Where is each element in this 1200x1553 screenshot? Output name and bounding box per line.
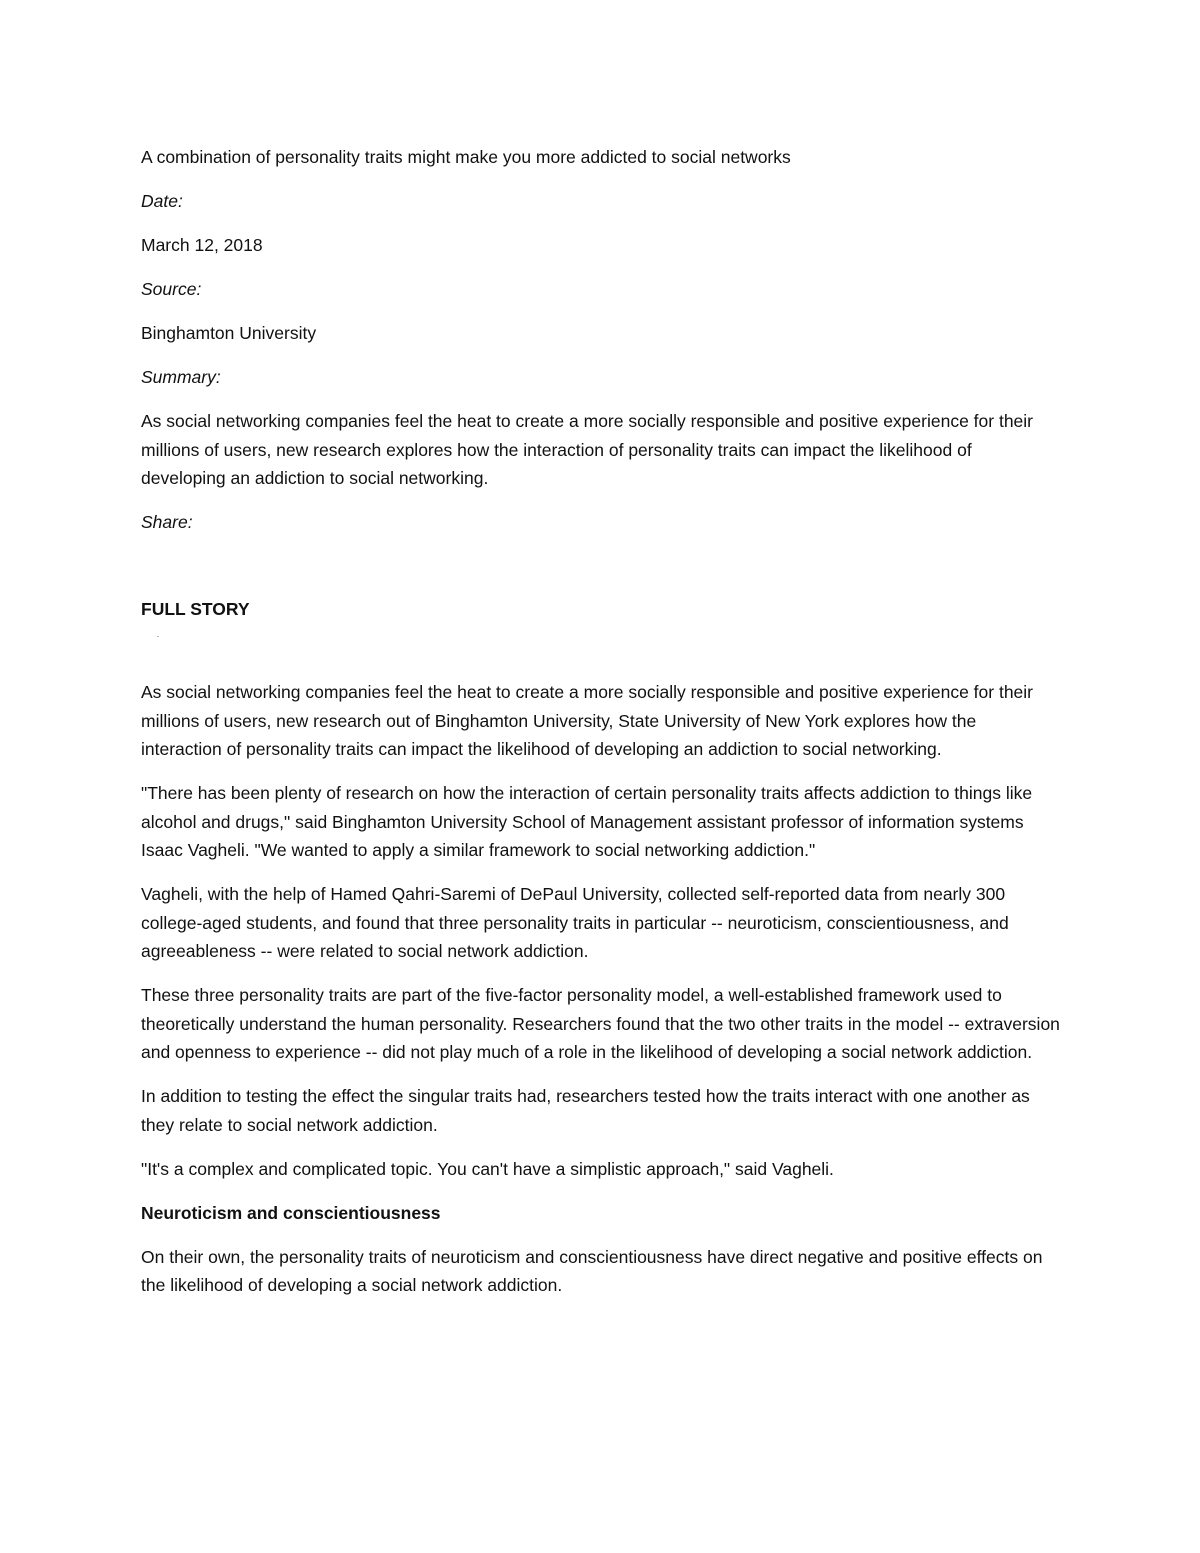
date-value: March 12, 2018 [141,235,263,255]
summary-label: Summary: [141,367,221,387]
stray-mark [157,636,159,637]
story-paragraph: In addition to testing the effect the singular traits had, researchers tested how the traits interact with one another as they relate to social network addiction. [141,1086,1030,1135]
article-title: A combination of personality traits might make you more addicted to social networks [141,147,791,167]
story-paragraph: On their own, the personality traits of neuroticism and conscientiousness have direct negative and positive effects on the likelihood of developing a social network addiction. [141,1246,1043,1295]
story-paragraph: "There has been plenty of research on how the interaction of certain personality traits affects addiction to things like alcohol and drugs," said Binghamton University School of Management assistant professor of information systems Isaac Vagheli. "We wanted to apply a similar framework to social networking addiction." [141,783,1033,860]
story-paragraph: "It's a complex and complicated topic. You can't have a simplistic approach," said Vagheli. [141,1158,834,1179]
summary-text: As social networking companies feel the heat to create a more socially responsible and positive experience for their millions of users, new research explores how the interaction of personality traits can impact the likelihood of developing an addiction to social networking. [141,411,1034,488]
story-paragraph: Vagheli, with the help of Hamed Qahri-Saremi of DePaul University, collected self-reported data from nearly 300 college-aged students, and found that three personality traits in particular -- neuroticism, conscientiousness, and agreeableness -- were related to social network addiction. [141,884,1009,961]
story-paragraph: As social networking companies feel the heat to create a more socially responsible and positive experience for their millions of users, new research out of Binghamton University, State University of New York explores how the interaction of personality traits can impact the likelihood of developing an addiction to social networking. [141,682,1034,759]
section-subheading: Neuroticism and conscientiousness [141,1202,441,1223]
source-label: Source: [141,279,202,299]
story-paragraph: These three personality traits are part of the five-factor personality model, a well-established framework used to theoretically understand the human personality. Researchers found that the two other traits in the model -- extraversion and openness to experience -- did not play much of a role in the likelihood of developing a social network addiction. [141,985,1060,1062]
date-label: Date: [141,191,183,211]
share-label: Share: [141,512,193,532]
full-story-heading: FULL STORY [141,598,250,619]
source-value: Binghamton University [141,323,317,343]
article-body [141,143,1061,1315]
